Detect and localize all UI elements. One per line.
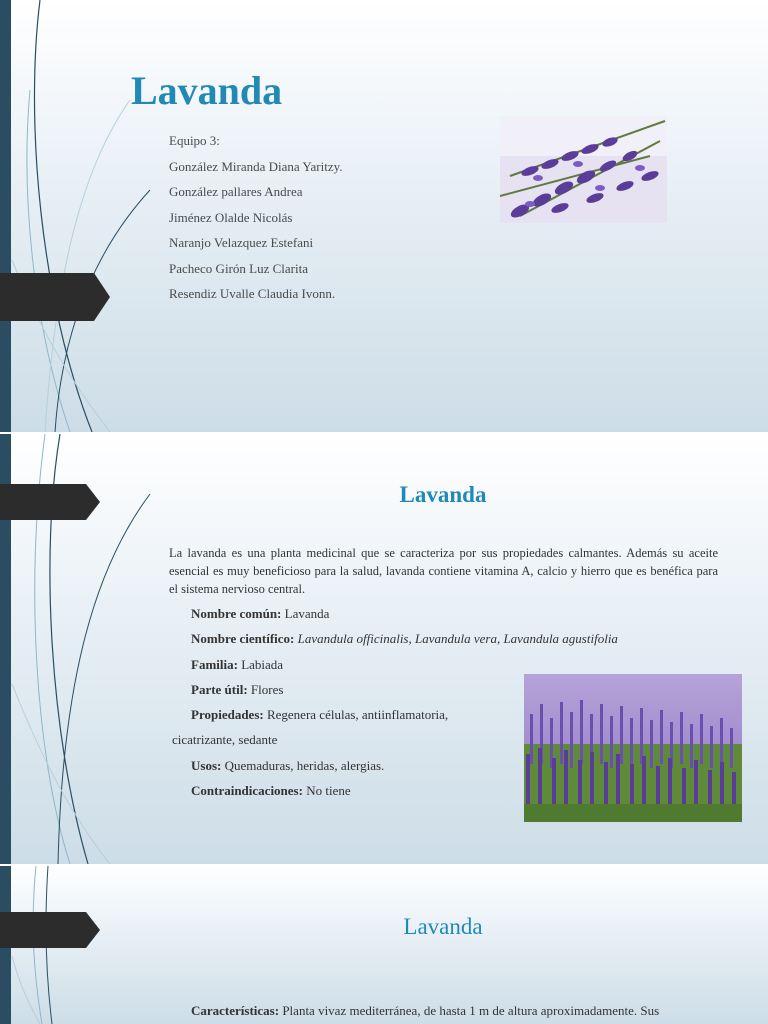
team-member: Pacheco Girón Luz Clarita — [169, 260, 308, 276]
team-member: González Miranda Diana Yaritzy. — [169, 158, 343, 174]
team-member: González pallares Andrea — [169, 184, 303, 199]
property-value: Regenera células, antiinflamatoria, — [263, 707, 449, 723]
property-key: Propiedades: — [191, 707, 264, 723]
property-item — [169, 626, 618, 651]
arrow-tab — [0, 273, 110, 321]
property-value: Lavanda — [281, 606, 330, 621]
slide-1 — [0, 0, 768, 432]
team-list — [169, 128, 343, 307]
lavender-field-photo — [524, 674, 742, 822]
property-key: Contraindicaciones: — [191, 783, 303, 799]
property-item — [169, 601, 618, 626]
property-key: Nombre científico: — [191, 631, 295, 647]
lavender-photo — [500, 116, 667, 223]
property-value: Quemaduras, heridas, alergias. — [221, 757, 385, 773]
team-heading: Equipo 3: — [169, 133, 220, 148]
characteristics-key: Características: — [191, 1003, 280, 1018]
property-value: Flores — [247, 681, 284, 697]
slide-2 — [0, 434, 768, 864]
characteristics-value: Planta vivaz mediterránea, de hasta 1 m de altura aproximadamente. Sus — [279, 1003, 660, 1018]
property-value: No tiene — [302, 783, 351, 799]
slide-3 — [0, 866, 768, 1024]
slide-title: Lavanda — [131, 68, 283, 113]
property-value: Labiada — [237, 656, 284, 672]
team-member: Jiménez Olalde Nicolás — [169, 209, 293, 225]
property-value: cicatrizante, sedante — [172, 732, 278, 748]
intro-paragraph: La lavanda es una planta medicinal que se caracteriza por sus propiedades calmantes. Además su aceite esencial es muy beneficioso para la salud, lavanda contiene vitamina A, calcio y hierro que es benéfica para el sistema nervioso central. — [169, 546, 718, 596]
property-key: Familia: — [191, 656, 238, 672]
characteristics-line — [169, 1002, 729, 1020]
property-value: Lavandula officinalis, Lavandula vera, Lavandula agustifolia — [294, 631, 618, 647]
slide-title: Lavanda — [403, 914, 483, 939]
property-key: Parte útil: — [191, 681, 248, 697]
team-member: Naranjo Velazquez Estefani — [169, 235, 314, 250]
property-key: Usos: — [191, 757, 222, 773]
property-key: Nombre común: — [191, 606, 282, 621]
team-member: Resendiz Uvalle Claudia Ivonn. — [169, 286, 336, 301]
slide-title: Lavanda — [399, 482, 487, 507]
